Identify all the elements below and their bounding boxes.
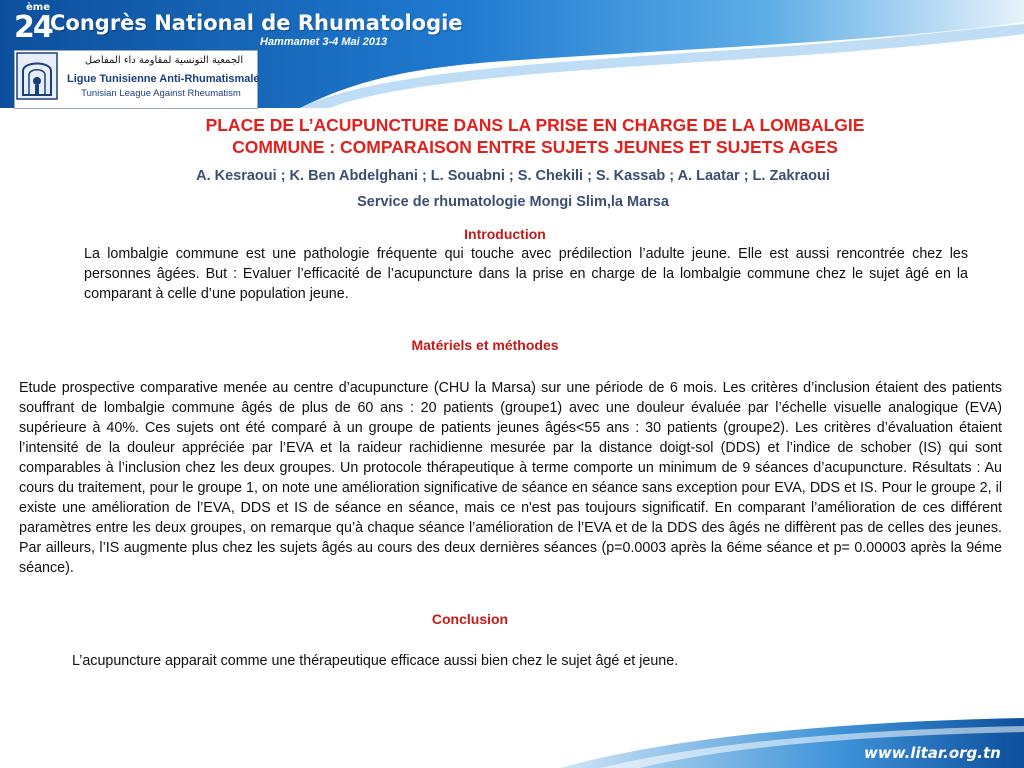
logo-english-name: Tunisian League Against Rheumatism: [81, 88, 241, 99]
conclusion-text: L’acupuncture apparait comme une thérapeutique efficace aussi bien chez le sujet âgé et jeune.: [72, 653, 679, 669]
ordinal-suffix: ème: [26, 2, 50, 13]
poster-title: [100, 114, 970, 158]
methods-heading: Matériels et méthodes: [411, 337, 559, 353]
poster-title-line-2: COMMUNE : COMPARAISON ENTRE SUJETS JEUNES ET SUJETS AGES: [232, 137, 838, 157]
venue-date: Hammamet 3-4 Mai 2013: [260, 36, 388, 48]
header-banner: [0, 0, 1024, 110]
logo-french-name: Ligue Tunisienne Anti-Rhumatismale: [67, 73, 260, 85]
authors-list: A. Kesraoui ; K. Ben Abdelghani ; L. Souabni ; S. Chekili ; S. Kassab ; A. Laatar ; L. Zakraoui: [196, 168, 830, 184]
society-logo: [14, 50, 258, 109]
affiliation: Service de rhumatologie Mongi Slim,la Marsa: [357, 194, 669, 210]
conclusion-heading: Conclusion: [431, 611, 509, 627]
website-link[interactable]: www.litar.org.tn: [864, 744, 1001, 762]
society-emblem-icon: [15, 51, 59, 101]
ordinal-number: 24: [14, 10, 52, 45]
congress-title: Congrès National de Rhumatologie: [50, 11, 463, 35]
logo-arabic-name: الجمعية التونسية لمقاومة داء المفاصل: [84, 55, 244, 66]
methods-text: Etude prospective comparative menée au centre d’acupuncture (CHU la Marsa) sur une période de 6 mois. Les critères d’inclusion étaient des patients souffrant de lombalgie commune âgés de plus de 60 ans : 20 patients (groupe1) avec une douleur évaluée par l’échelle visuelle analogique (EVA) supérieure à 40%. Ces sujets ont été comparé à un groupe de patients jeunes âgés<55 ans : 30 patients (groupe2). Les critères d’évaluation étaient l’intensité de la douleur appréciée par l’EVA et la raideur rachidienne mesurée par la distance doigt-sol (DDS) et l’indice de schober (IS) qui sont comparables à l’inclusion chez les deux groupes. Un protocole thérapeutique à terme comporte un minimum de 9 séances d’acupuncture. Résultats : Au cours du traitement, pour le groupe 1, on note une amélioration significative de séance en séance sans exception pour EVA, DDS et IS. Pour le groupe 2, il existe une amélioration de l’EVA, DDS et IS de séance en séance, mais ce n'est pas toujours significatif. En comparant l’amélioration de ces différent paramètres entre les deux groupes, on remarque qu’à chaque séance l’amélioration de l’EVA et de la DDS des âgés ne diffèrent pas de celles des jeunes. Par ailleurs, l’IS augmente plus chez les sujets âgés au cours des deux dernières séances (p=0.0003 après la 6éme séance et p= 0.00003 après la 9éme séance).: [19, 380, 1002, 576]
introduction-heading: Introduction: [464, 226, 546, 242]
introduction-text: La lombalgie commune est une pathologie fréquente qui touche avec prédilection l’adulte jeune. Elle est aussi rencontrée chez les personnes âgées. But : Evaluer l’efficacité de l’acupuncture dans la prise en charge de la lombalgie commune chez le sujet âgé en la comparant à celle d’une population jeune.: [84, 246, 968, 302]
poster-title-line-1: PLACE DE L’ACUPUNCTURE DANS LA PRISE EN CHARGE DE LA LOMBALGIE: [205, 115, 865, 135]
